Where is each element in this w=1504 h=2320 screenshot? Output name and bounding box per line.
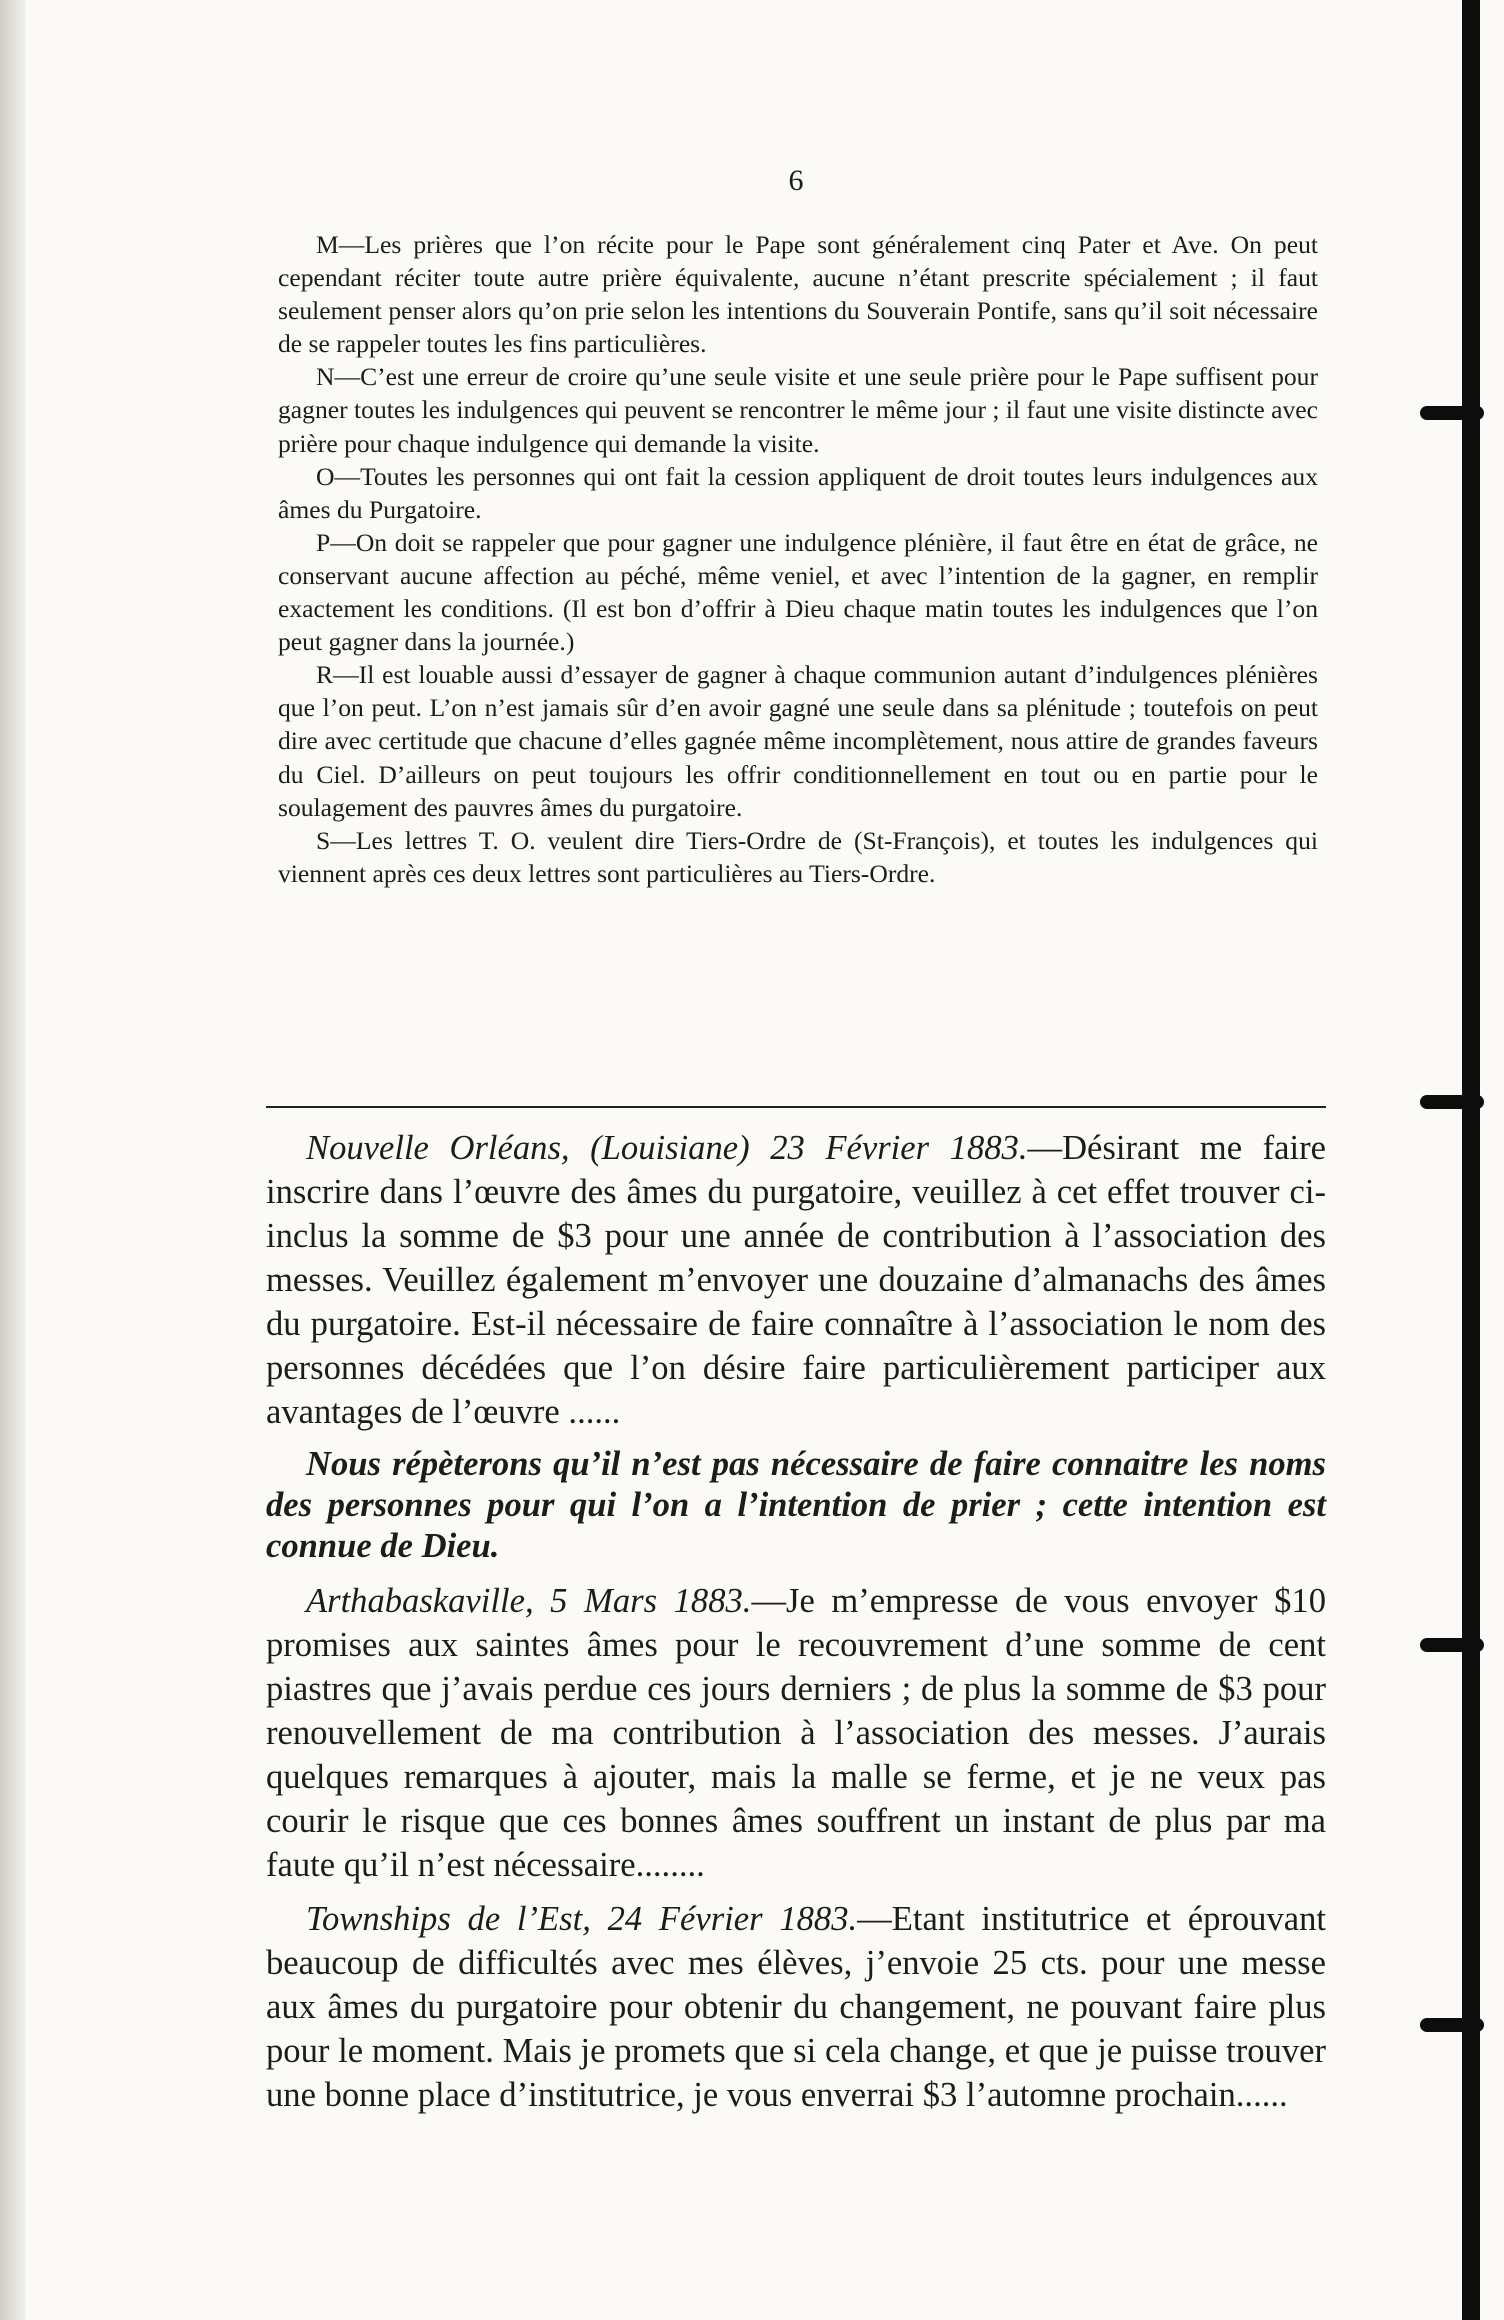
- letters-section: [266, 1126, 1326, 2127]
- letter-entry: [266, 1897, 1326, 2117]
- page-number: 6: [788, 164, 804, 197]
- letter-entry: [266, 1579, 1326, 1887]
- letter-entry: [266, 1126, 1326, 1434]
- note-s: S—Les lettres T. O. veulent dire Tiers-Ordre de (St-François), et toutes les indulgences qui viennent après ces deux lettres sont particulières au Tiers-Ordre.: [278, 825, 1318, 888]
- letter-body: —Je m’empresse de vous envoyer $10 promises aux saintes âmes pour le recouvrement d’une somme de cent piastres que j’avais perdue ces jours derniers ; de plus la somme de $3 pour renouvellement de ma contribution à l’association des messes. J’aurais quelques remarques à ajouter, mais la malle se ferme, et je ne veux pas courir le risque que ces bonnes âmes souffrent un instant de plus par ma faute qu’il n’est nécessaire........: [266, 1582, 1326, 1884]
- binding-clip: [1420, 2018, 1484, 2032]
- letter-place-date: Nouvelle Orléans, (Louisiane) 23 Février 1883.: [306, 1129, 1028, 1167]
- note-p: P—On doit se rappeler que pour gagner une indulgence plénière, il faut être en état de grâce, ne conservant aucune affection au péché, même veniel, et avec l’intention de la gagner, en remplir exactement les conditions. (Il est bon d’offrir à Dieu chaque matin toutes les indulgences que l’on peut gagner dans la journée.): [278, 527, 1318, 657]
- section-divider: [266, 1106, 1326, 1108]
- letter-place-date: Townships de l’Est, 24 Février 1883.: [306, 1900, 858, 1938]
- page-edge-shadow: [0, 0, 26, 2320]
- indulgence-notes: [278, 228, 1318, 890]
- binding-strip: [1462, 0, 1480, 2320]
- binding-clip: [1420, 1095, 1484, 1109]
- letter-body: —Etant institutrice et éprouvant beaucoup de difficultés avec mes élèves, j’envoie 25 cts. pour une messe aux âmes du purgatoire pour obtenir du changement, ne pouvant faire plus pour le moment. Mais je promets que si cela change, et que je puisse trouver une bonne place d’institutrice, je vous enverrai $3 l’automne prochain......: [266, 1900, 1327, 2114]
- note-o: O—Toutes les personnes qui ont fait la cession appliquent de droit toutes leurs indulgences aux âmes du Purgatoire.: [278, 461, 1318, 524]
- binding-clip: [1420, 406, 1484, 420]
- letter-place-date: Arthabaskaville, 5 Mars 1883.: [306, 1582, 752, 1620]
- note-r: R—Il est louable aussi d’essayer de gagner à chaque communion autant d’indulgences plénières que l’on peut. L’on n’est jamais sûr d’en avoir gagné une seule dans sa plénitude ; toutefois on peut dire avec certitude que chacune d’elles gagnée même incomplètement, nous attire de grandes faveurs du Ciel. D’ailleurs on peut toujours les offrir conditionnellement en tout ou en partie pour le soulagement des pauvres âmes du purgatoire.: [278, 660, 1318, 822]
- note-m: M—Les prières que l’on récite pour le Pape sont généralement cinq Pater et Ave. On peut cependant réciter toute autre prière équivalente, aucune n’étant prescrite spécialement ; il faut seulement penser alors qu’on prie selon les intentions du Souverain Pontife, sans qu’il soit nécessaire de se rappeler toutes les fins particulières.: [278, 230, 1318, 359]
- page-content: [266, 0, 1326, 2320]
- letter-body: —Désirant me faire inscrire dans l’œuvre des âmes du purgatoire, veuillez à cet effet trouver ci-inclus la somme de $3 pour une année de contribution à l’association des messes. Veuillez également m’envoyer une douzaine d’almanachs des âmes du purgatoire. Est-il nécessaire de faire connaître à l’association le nom des personnes décédées que l’on désire faire particulièrement participer aux avantages de l’œuvre ......: [266, 1129, 1326, 1431]
- binding-clip: [1420, 1638, 1484, 1652]
- editor-reply: Nous répèterons qu’il n’est pas nécessaire de faire connaitre les noms des personnes pour qui l’on a l’intention de prier ; cette intention est connue de Dieu.: [266, 1445, 1326, 1565]
- note-n: N—C’est une erreur de croire qu’une seule visite et une seule prière pour le Pape suffisent pour gagner toutes les indulgences qui peuvent se rencontrer le même jour ; il faut une visite distincte avec prière pour chaque indulgence qui demande la visite.: [278, 362, 1318, 458]
